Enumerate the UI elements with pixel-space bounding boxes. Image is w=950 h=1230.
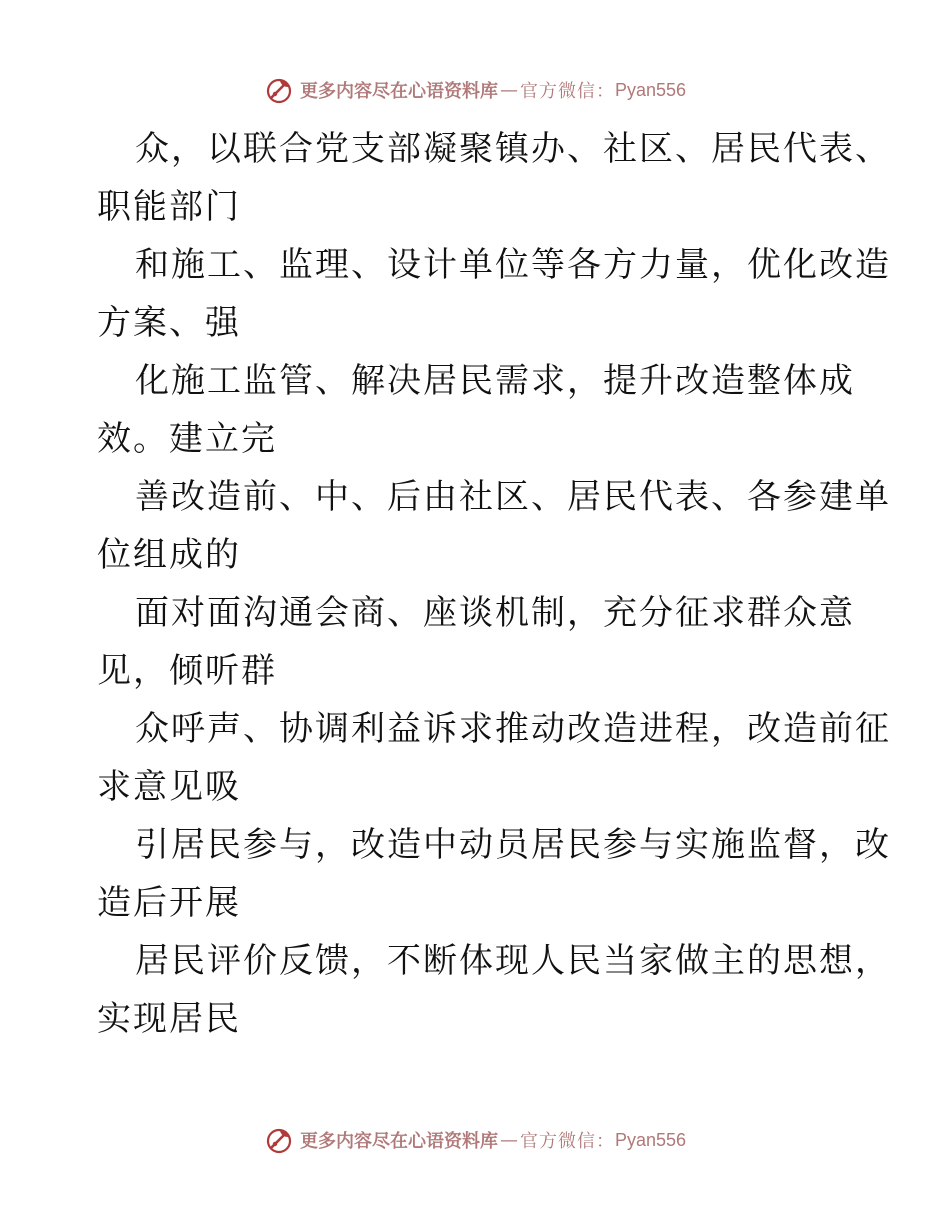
paragraph: [97, 932, 891, 1048]
text-line: 善改造前、中、后由社区、居民代表、各参建单: [135, 477, 891, 517]
document-body: [97, 120, 891, 1048]
text-line: 化施工监管、解决居民需求，提升改造整体成: [135, 361, 855, 401]
text-line: 众，以联合党支部凝聚镇办、社区、居民代表、: [135, 129, 891, 169]
paragraph: [97, 468, 891, 584]
paragraph: [97, 816, 891, 932]
text-line: 方案、强: [97, 303, 241, 343]
watermark-main-text: 更多内容尽在心语资料库: [299, 1131, 498, 1152]
watermark-dash: —: [499, 1129, 518, 1151]
feather-pen-logo-icon: [264, 1125, 294, 1155]
paragraph: [97, 120, 891, 236]
feather-pen-logo-icon: [264, 75, 294, 105]
watermark-account: Pyan556: [614, 1129, 687, 1150]
text-line: 造后开展: [97, 883, 241, 923]
footer-watermark: [0, 1120, 950, 1160]
header-watermark: [0, 70, 950, 110]
watermark-sub-text: 官方微信：: [519, 81, 615, 102]
paragraph: [97, 700, 891, 816]
text-line: 众呼声、协调利益诉求推动改造进程，改造前征: [135, 709, 891, 749]
watermark-dash: —: [499, 79, 518, 101]
text-line: 引居民参与，改造中动员居民参与实施监督，改: [135, 825, 891, 865]
text-line: 求意见吸: [97, 767, 241, 807]
paragraph: [97, 236, 891, 352]
paragraph: [97, 352, 867, 468]
watermark-main-text: 更多内容尽在心语资料库: [299, 81, 498, 102]
paragraph: [97, 584, 867, 700]
text-line: 面对面沟通会商、座谈机制，充分征求群众意: [135, 593, 855, 633]
text-line: 居民评价反馈，不断体现人民当家做主的思想，: [135, 941, 891, 981]
text-line: 实现居民: [97, 999, 241, 1039]
text-line: 职能部门: [97, 187, 241, 227]
text-line: 见，倾听群: [97, 651, 277, 691]
text-line: 和施工、监理、设计单位等各方力量，优化改造: [135, 245, 891, 285]
watermark-account: Pyan556: [614, 79, 687, 100]
watermark-sub-text: 官方微信：: [519, 1131, 615, 1152]
text-line: 位组成的: [97, 535, 241, 575]
text-line: 效。建立完: [97, 419, 277, 459]
